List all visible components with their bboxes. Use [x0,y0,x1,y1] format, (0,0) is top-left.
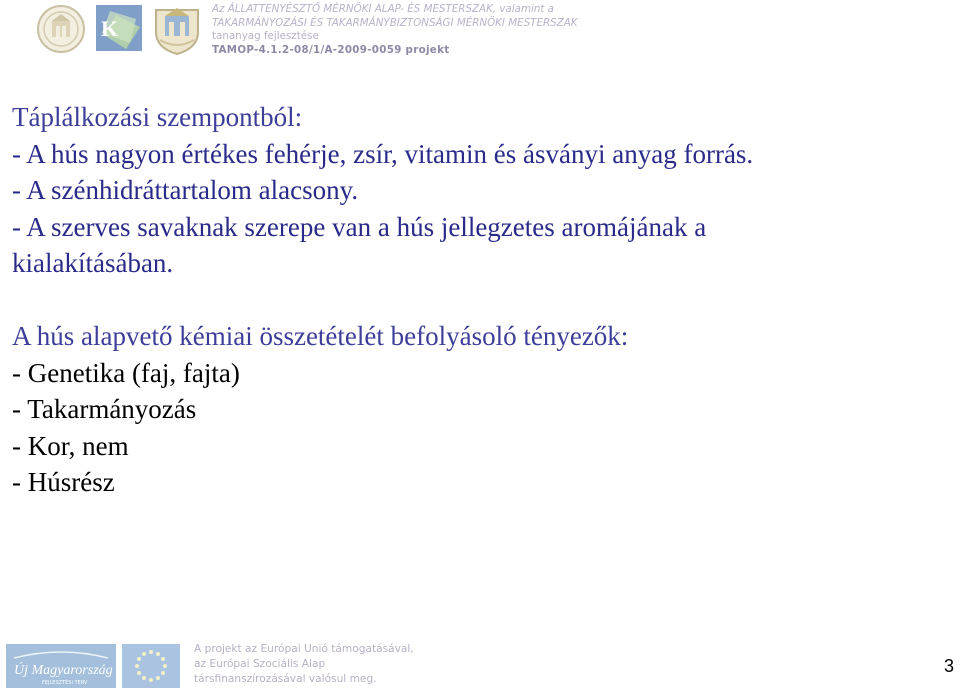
page-number: 3 [944,656,955,676]
section2-heading: A hús alapvető kémiai összetételét befolyásoló tényezők: [12,320,629,351]
header-project-info [212,3,772,57]
section2-line: - Takarmányozás [12,394,197,425]
uj-logo-subtitle: FEJLESZTÉSI TERV [42,680,88,686]
section2-line: - Genetika (faj, fajta) [12,357,240,388]
k-logo-icon [96,5,142,51]
section2-line: - Kor, nem [12,430,129,461]
footer-line-3: társfinanszírozásával valósul meg. [194,673,377,685]
slide-footer [0,638,960,690]
slide-body [12,99,942,501]
section1-heading: Táplálkozási szempontból: [12,102,303,132]
footer-line-1: A projekt az Európai Unió támogatásával, [194,643,414,655]
section-spacer [12,282,942,318]
header-project-code: TAMOP-4.1.2-08/1/A-2009-0059 projekt [212,43,450,56]
section1-line: - A szénhidráttartalom alacsony. [12,175,359,206]
footer-funding-info [194,642,494,687]
university-seal-icon [33,4,89,54]
section1-line: kialakításában. [12,248,174,279]
uj-magyarorszag-logo-icon [6,644,116,688]
section2-line: - Húsrész [12,467,115,498]
header-line-3: tananyag fejlesztése [212,30,319,42]
header-line-2: TAKARMÁNYOZÁSI ÉS TAKARMÁNYBIZTONSÁGI MÉRNÖKI MESTERSZAK [212,16,578,29]
section1-line: - A hús nagyon értékes fehérje, zsír, vitamin és ásványi anyag forrás. [12,138,754,169]
section1-line: - A szerves savaknak szerepe van a hús jellegzetes aromájának a [12,211,707,242]
header-line-1: Az ÁLLATTENYÉSZTŐ MÉRNÖKI ALAP- ÉS MESTERSZAK, valamint a [212,3,554,15]
k-logo-letter: K [101,16,119,41]
footer-line-2: az Európai Szociális Alap [194,658,326,670]
slide-header [0,0,960,58]
uj-logo-title: Új Magyarország [14,663,113,678]
eu-flag-icon [122,644,180,688]
crest-icon [150,4,204,56]
